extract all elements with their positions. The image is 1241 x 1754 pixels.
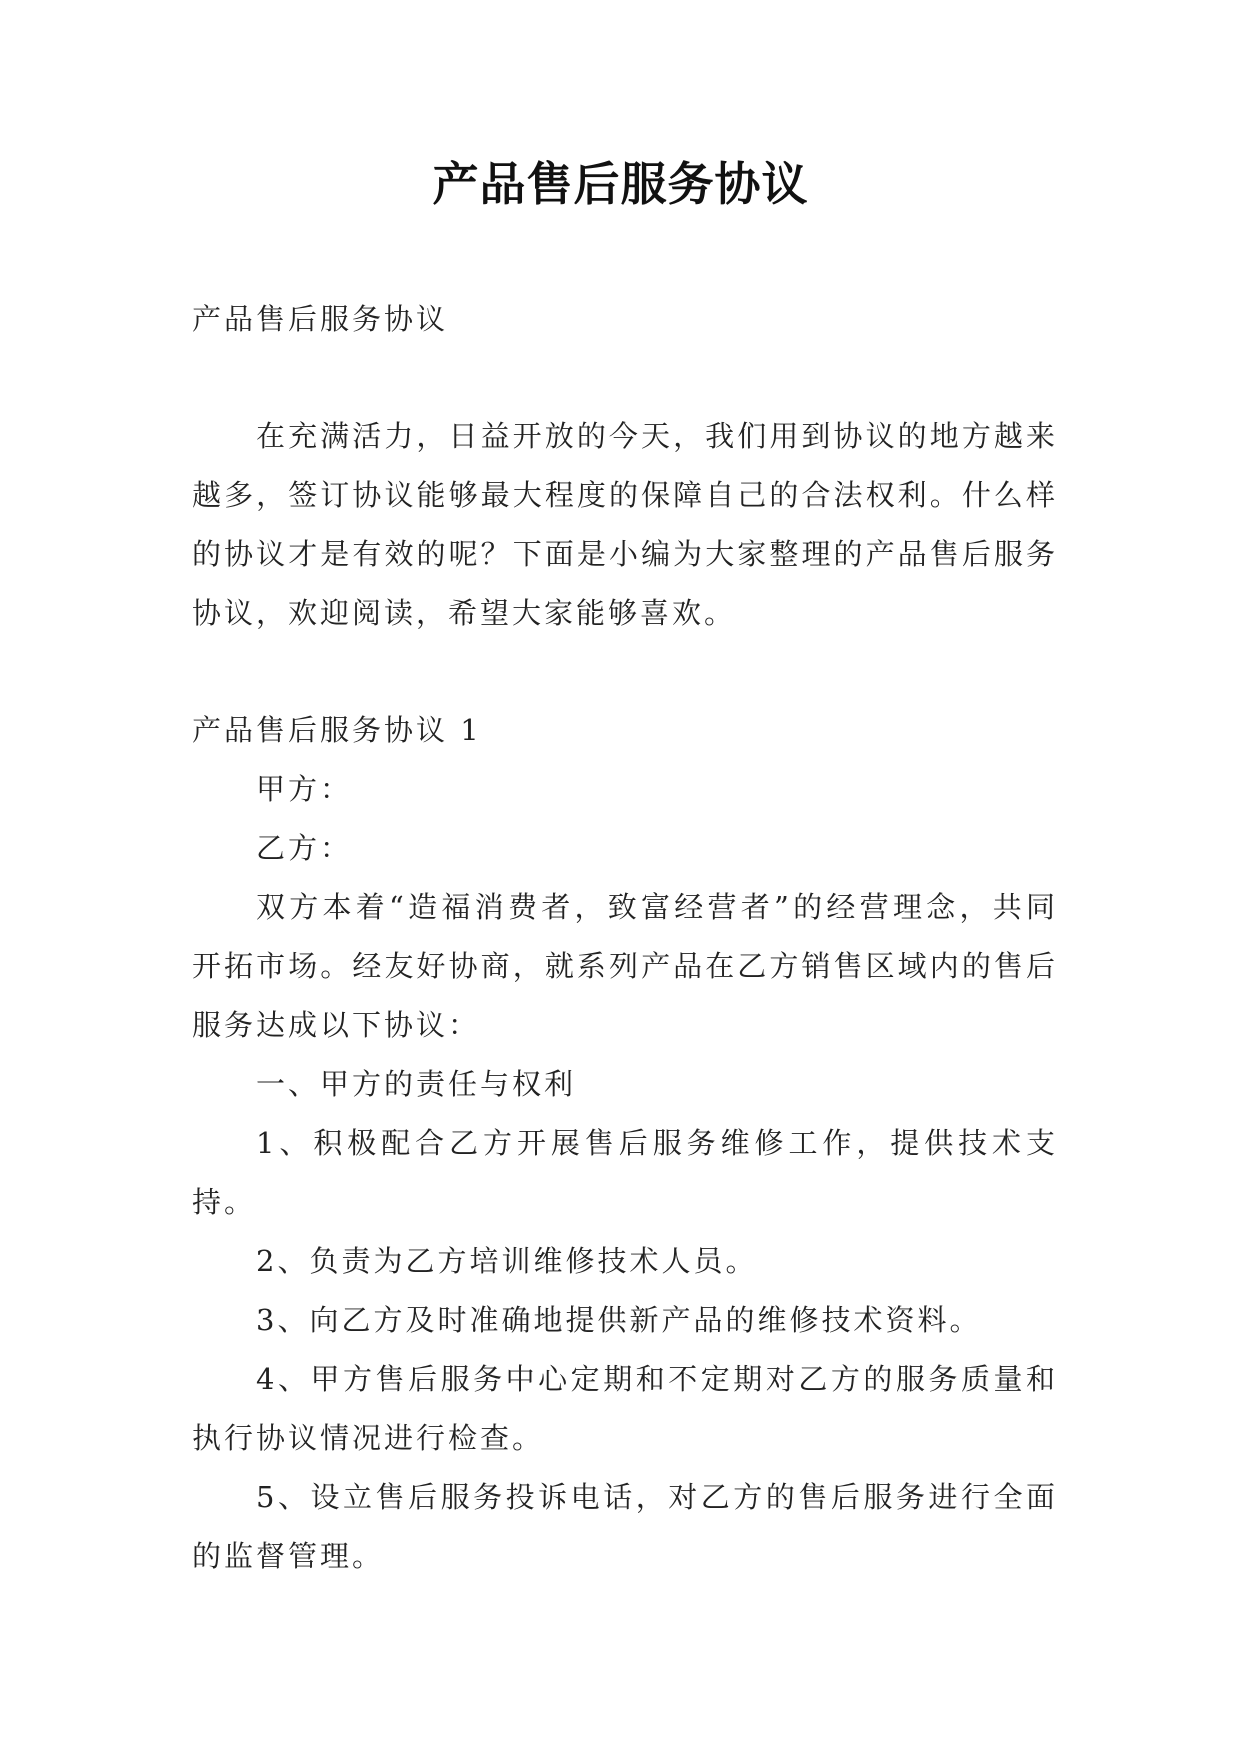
party-b-line: 乙方：	[256, 831, 353, 865]
clause-item: 1、积极配合乙方开展售后服务维修工作，提供技术支持。	[192, 1126, 1058, 1219]
document-subtitle: 产品售后服务协议	[192, 302, 449, 336]
clause-item: 4、甲方售后服务中心定期和不定期对乙方的服务质量和执行协议情况进行检查。	[192, 1362, 1058, 1455]
preamble-paragraph: 双方本着“造福消费者，致富经营者”的经营理念，共同开拓市场。经友好协商，就系列产品在乙方销售区域内的售后服务达成以下协议：	[192, 890, 1058, 1042]
clause-item: 2、负责为乙方培训维修技术人员。	[256, 1244, 758, 1278]
section-heading: 产品售后服务协议 1	[192, 713, 482, 747]
intro-paragraph: 在充满活力，日益开放的今天，我们用到协议的地方越来越多，签订协议能够最大程度的保障自己的合法权利。什么样的协议才是有效的呢？下面是小编为大家整理的产品售后服务协议，欢迎阅读，希望大家能够喜欢。	[192, 419, 1058, 630]
party-a-line: 甲方：	[256, 772, 353, 806]
clause-heading: 一、甲方的责任与权利	[256, 1067, 577, 1101]
document-title: 产品售后服务协议	[432, 157, 809, 211]
document-body	[192, 290, 1058, 1586]
clause-item: 3、向乙方及时准确地提供新产品的维修技术资料。	[256, 1303, 982, 1337]
clause-item: 5、设立售后服务投诉电话，对乙方的售后服务进行全面的监督管理。	[192, 1480, 1058, 1573]
